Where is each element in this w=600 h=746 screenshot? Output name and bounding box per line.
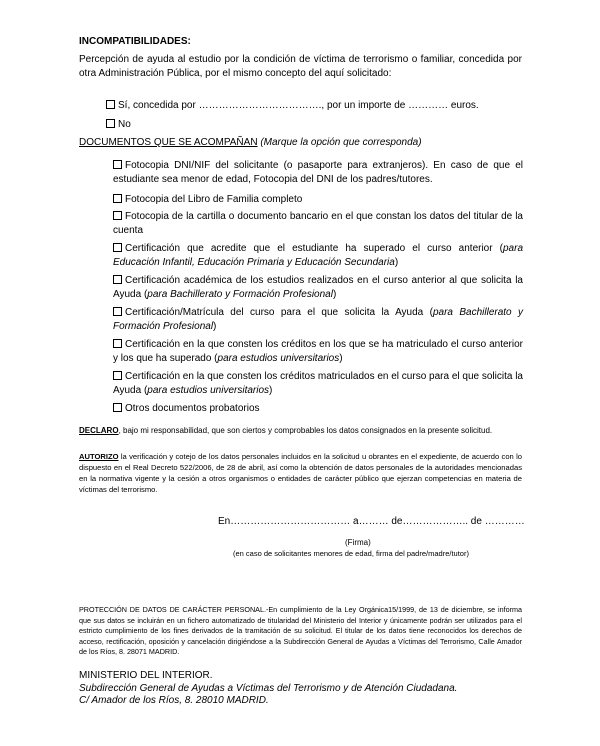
signature-note: (en caso de solicitantes menores de edad, firma del padre/madre/tutor) xyxy=(233,549,469,558)
place-date-line: En……………………………… a……… de……………….. de ………… xyxy=(218,516,525,527)
subdirectorate-name: Subdirección General de Ayudas a Víctimas del Terrorismo y de Atención Ciudadana. xyxy=(79,682,458,694)
docs-heading xyxy=(79,136,422,150)
checkbox[interactable] xyxy=(113,275,122,284)
doc-item[interactable]: Fotocopia del Libro de Familia completo xyxy=(113,193,523,207)
docs-title: DOCUMENTOS QUE SE ACOMPAÑAN xyxy=(79,137,258,148)
checkbox[interactable] xyxy=(106,119,115,128)
declaro-paragraph: DECLARO, bajo mi responsabilidad, que son ciertos y comprobables los datos consignados en la presente solicitud. xyxy=(79,426,493,435)
option-no[interactable] xyxy=(106,118,131,132)
checkbox[interactable] xyxy=(113,371,122,380)
declaro-word: DECLARO xyxy=(79,426,119,435)
address: C/ Amador de los Ríos, 8. 28010 MADRID. xyxy=(79,695,269,706)
ministry-name: MINISTERIO DEL INTERIOR. xyxy=(79,670,213,681)
checkbox[interactable] xyxy=(113,194,122,203)
doc-item[interactable]: Certificación académica de los estudios realizados en el curso anterior al que solicita la Ayuda (para Bachillerato y Formación Profesional) xyxy=(113,275,523,300)
autorizo-paragraph: AUTORIZO la verificación y cotejo de los datos personales incluidos en la solicitud u obrantes en el expediente, de acuerdo con lo dispuesto en el Real Decreto 522/2006, de 28 de abril, así como la obtención de datos personales de la autoridades mencionadas en la normativa vigente y la cesión a otros organismos o entidades de carácter público que ejerzan competencias en materia de víctimas del terrorismo. xyxy=(79,452,522,494)
signature-label: (Firma) xyxy=(345,538,371,547)
docs-hint: (Marque la opción que corresponda) xyxy=(260,137,422,148)
checkbox[interactable] xyxy=(113,160,122,169)
section-heading: INCOMPATIBILIDADES: xyxy=(79,36,191,47)
autorizo-word: AUTORIZO xyxy=(79,452,119,461)
checkbox[interactable] xyxy=(113,307,122,316)
checkbox[interactable] xyxy=(113,243,122,252)
checkbox[interactable] xyxy=(106,100,115,109)
incompat-paragraph: Percepción de ayuda al estudio por la condición de víctima de terrorismo o familiar, concedida por otra Administración Pública, por el mismo concepto del aquí solicitado: xyxy=(79,54,522,79)
doc-item[interactable]: Certificación que acredite que el estudiante ha superado el curso anterior (para Educación Infantil, Educación Primaria y Educación Secundaria) xyxy=(113,243,523,268)
doc-item[interactable]: Otros documentos probatorios xyxy=(113,402,523,416)
checkbox[interactable] xyxy=(113,211,122,220)
doc-item[interactable]: Fotocopia de la cartilla o documento bancario en el que constan los datos del titular de la cuenta xyxy=(113,211,523,236)
doc-item[interactable]: Certificación/Matrícula del curso para el que solicita la Ayuda (para Bachillerato y Formación Profesional) xyxy=(113,307,524,332)
checkbox[interactable] xyxy=(113,339,122,348)
doc-item[interactable]: Certificación en la que consten los créditos en los que se ha matriculado el curso anterior y los que ha superado (para estudios universitarios) xyxy=(113,339,523,364)
checkbox[interactable] xyxy=(113,403,122,412)
data-protection-notice: PROTECCIÓN DE DATOS DE CARÁCTER PERSONAL.-En cumplimiento de la Ley Orgánica15/1999, de 13 de diciembre, se informa que sus datos se incluirán en un fichero automatizado de titularidad del Ministerio del Interior y únicamente podrán ser utilizados para el estricto cumplimiento de los fines derivados de la tramitación de su solicitud. El titular de los datos tiene reconocidos los derechos de acceso, rectificación, oposición y cancelación dirigiéndose a la Subdirección General de Ayudas a Víctimas del Terrorismo, Calle Amador de los Ríos, 8. 28071 MADRID. xyxy=(79,605,522,657)
doc-item[interactable]: Fotocopia DNI/NIF del solicitante (o pasaporte para extranjeros). En caso de que el estudiante sea menor de edad, Fotocopia del DNI de los padres/tutores. xyxy=(113,160,523,185)
option-no-label: No xyxy=(118,119,131,130)
footer xyxy=(79,670,539,708)
option-si[interactable] xyxy=(106,99,526,113)
doc-item[interactable]: Certificación en la que consten los créditos matriculados en el curso para el que solicita la Ayuda (para estudios universitarios) xyxy=(113,371,523,396)
option-si-label: Sí, concedida por ………………………………., por un importe de ………… euros. xyxy=(118,100,479,111)
